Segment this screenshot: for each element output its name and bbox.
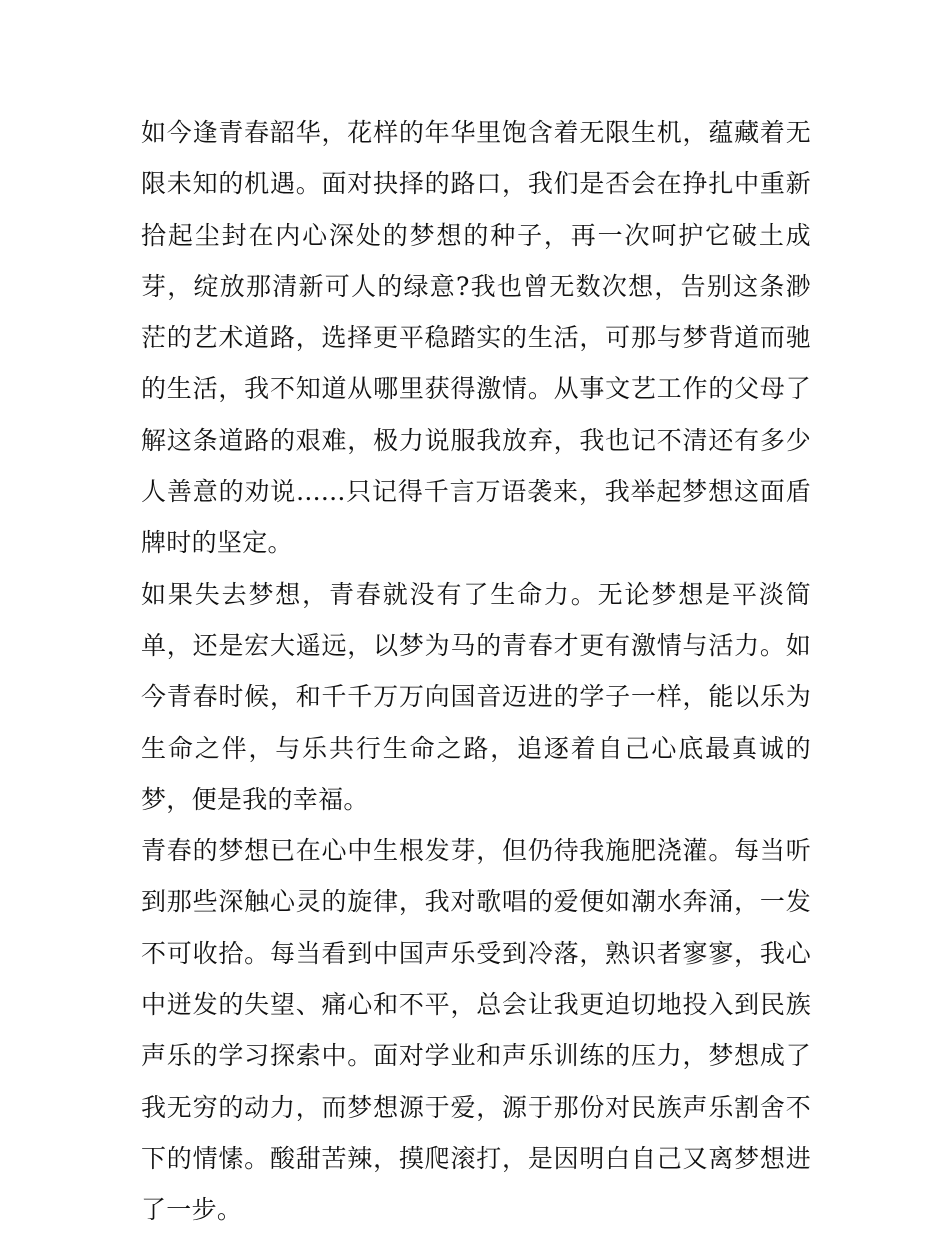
paragraph-3: 青春的梦想已在心中生根发芽，但仍待我施肥浇灌。每当听到那些深触心灵的旋律，我对歌唱的爱便如潮水奔涌，一发不可收拾。每当看到中国声乐受到冷落，熟识者寥寥，我心中迸发的失望、痛心和不平，总会让我更迫切地投入到民族声乐的学习探索中。面对学业和声乐训练的压力，梦想成了我无穷的动力，而梦想源于爱，源于那份对民族声乐割舍不下的情愫。酸甜苦辣，摸爬滚打，是因明白自己又离梦想进了一步。	[141, 836, 811, 1225]
document-body	[141, 107, 811, 1236]
paragraph-1: 如今逢青春韶华，花样的年华里饱含着无限生机，蕴藏着无限未知的机遇。面对抉择的路口，我们是否会在挣扎中重新拾起尘封在内心深处的梦想的种子，再一次呵护它破土成芽，绽放那清新可人的绿意?我也曾无数次想，告别这条渺茫的艺术道路，选择更平稳踏实的生活，可那与梦背道而驰的生活，我不知道从哪里获得激情。从事文艺工作的父母了解这条道路的艰难，极力说服我放弃，我也记不清还有多少人善意的劝说......只记得千言万语袭来，我举起梦想这面盾牌时的坚定。	[141, 118, 811, 558]
paragraph-2: 如果失去梦想，青春就没有了生命力。无论梦想是平淡简单，还是宏大遥远，以梦为马的青春才更有激情与活力。如今青春时候，和千千万万向国音迈进的学子一样，能以乐为生命之伴，与乐共行生命之路，追逐着自己心底最真诚的梦，便是我的幸福。	[141, 579, 811, 814]
